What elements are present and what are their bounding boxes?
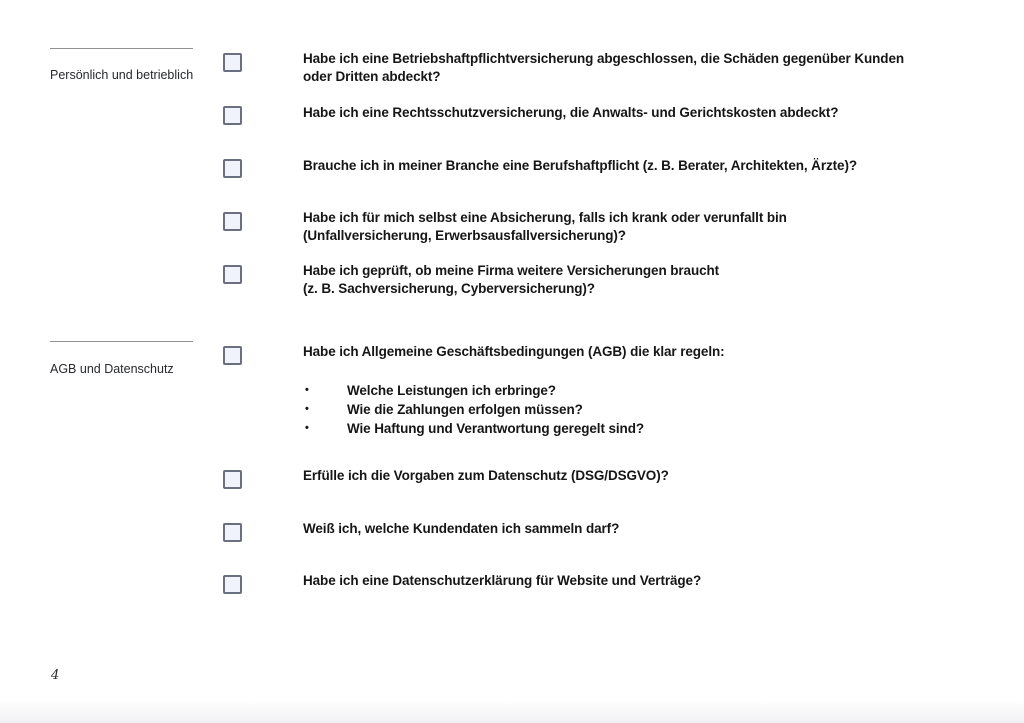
bullet-text: Wie Haftung und Verantwortung geregelt sind? [347,421,644,436]
bullet-dot-icon: • [305,422,309,434]
item-line: Habe ich eine Rechtsschutzversicherung, die Anwalts- und Gerichtskosten abdeckt? [303,105,839,120]
item-line: (Unfallversicherung, Erwerbsausfallversicherung)? [303,228,626,243]
checklist-item-2 [303,104,968,122]
item-line: (z. B. Sachversicherung, Cyberversicherung)? [303,281,595,296]
bullet-item [303,419,943,438]
item-line: Habe ich eine Datenschutzerklärung für Website und Verträge? [303,573,702,588]
checklist-item-9 [303,572,968,590]
checkbox-item-8[interactable] [223,523,242,542]
item-line: Habe ich Allgemeine Geschäftsbedingungen (AGB) die klar regeln: [303,344,725,359]
item-line: Habe ich geprüft, ob meine Firma weitere Versicherungen braucht [303,263,720,278]
checkbox-item-1[interactable] [223,53,242,72]
page-bottom-edge [0,701,1024,723]
checklist-item-5 [303,262,968,298]
item-line: Habe ich für mich selbst eine Absicherung, falls ich krank oder verunfallt bin [303,210,787,225]
item-line: oder Dritten abdeckt? [303,69,441,84]
checkbox-item-2[interactable] [223,106,242,125]
checklist-item-3 [303,157,968,175]
agb-bullet-list [303,381,943,438]
checklist-item-6 [303,343,968,361]
bullet-item [303,381,943,400]
bullet-text: Welche Leistungen ich erbringe? [347,383,556,398]
checkbox-item-4[interactable] [223,212,242,231]
bullet-dot-icon: • [305,384,309,396]
checkbox-item-7[interactable] [223,470,242,489]
checkbox-item-5[interactable] [223,265,242,284]
item-line: Weiß ich, welche Kundendaten ich sammeln darf? [303,521,620,536]
section-rule [50,48,193,49]
section-label-agb-datenschutz: AGB und Datenschutz [50,362,174,376]
section-rule [50,341,193,342]
checklist-item-1 [303,50,968,86]
item-line: Habe ich eine Betriebshaftpflichtversicherung abgeschlossen, die Schäden gegenüber Kunden [303,51,904,66]
checkbox-item-6[interactable] [223,346,242,365]
checkbox-item-9[interactable] [223,575,242,594]
checkbox-item-3[interactable] [223,159,242,178]
item-line: Erfülle ich die Vorgaben zum Datenschutz (DSG/DSGVO)? [303,468,669,483]
bullet-item [303,400,943,419]
bullet-text: Wie die Zahlungen erfolgen müssen? [347,402,583,417]
checklist-item-4 [303,209,968,245]
item-line: Brauche ich in meiner Branche eine Berufshaftpflicht (z. B. Berater, Architekten, Ärzte)? [303,158,857,173]
section-label-personal: Persönlich und betrieblich [50,68,194,82]
checklist-item-8 [303,520,968,538]
checklist-item-7 [303,467,968,485]
bullet-dot-icon: • [305,403,309,415]
page-number: 4 [51,668,60,683]
